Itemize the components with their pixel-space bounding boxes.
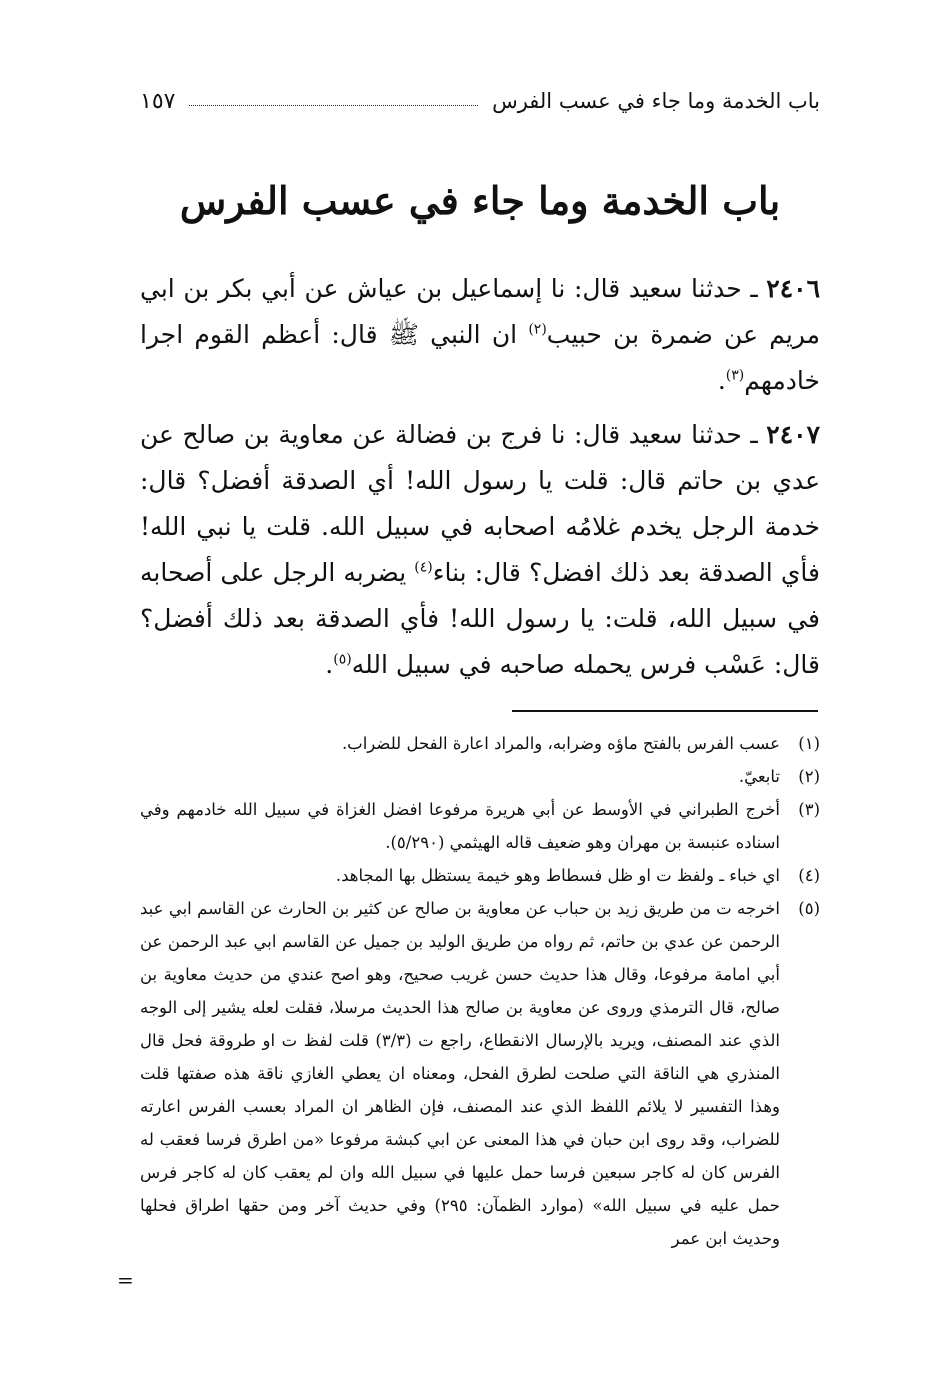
hadith-2407 — [140, 412, 820, 688]
footnote-ref: (٥) — [333, 651, 352, 668]
footnote-1 — [140, 727, 820, 760]
footnote-number: (٤) — [798, 866, 820, 885]
footnote-text: تابعيّ. — [738, 767, 780, 786]
hadith-text: ان النبي ﷺ قال: أعظم القوم اجرا خادمهم — [140, 320, 820, 395]
footnote-4 — [140, 859, 820, 892]
footnote-ref: (٤) — [414, 559, 433, 576]
footnote-number: (٣) — [798, 800, 820, 819]
hadith-text: ـ حدثنا سعيد قال: نا إسماعيل بن عياش عن أبي بكر بن ابي مريم عن ضمرة بن حبيب — [140, 274, 820, 349]
footnote-text: أخرج الطبراني في الأوسط عن أبي هريرة مرفوعا افضل الغزاة في سبيل الله خادمهم وفي اسناده عنبسة بن مهران وهو ضعيف قاله الهيثمي (٥/٢٩٠). — [140, 800, 780, 852]
chapter-title: باب الخدمة وما جاء في عسب الفرس — [179, 178, 781, 223]
footnote-number: (١) — [798, 734, 820, 753]
hadith-number: ٢٤٠٦ — [766, 274, 820, 303]
footnote-5 — [140, 892, 820, 1255]
footnote-text: اي خباء ـ ولفظ ت او ظل فسطاط وهو خيمة يستظل بها المجاهد. — [335, 866, 780, 885]
page-number: ١٥٧ — [140, 88, 176, 114]
footnote-text: عسب الفرس بالفتح ماؤه وضرابه، والمراد اعارة الفحل للضراب. — [341, 734, 780, 753]
hadith-text: ـ حدثنا سعيد قال: نا فرج بن فضالة عن معاوية بن صالح عن عدي بن حاتم قال: قلت يا رسول الله! أي الصدقة أفضل؟ قال: خدمة الرجل يخدم غلامُه اصحابه في سبيل الله. قلت يا نبي الله! فأي الصدقة بعد ذلك افضل؟ قال: بناء — [140, 420, 820, 587]
footnote-number: (٢) — [798, 767, 820, 786]
footnote-divider — [512, 710, 818, 712]
hadith-number: ٢٤٠٧ — [766, 420, 820, 449]
footnote-3 — [140, 793, 820, 859]
running-header — [140, 84, 820, 118]
footnote-ref: (٣) — [725, 367, 745, 384]
hadith-text: يضربه الرجل على أصحابه في سبيل الله، قلت: يا رسول الله! فأي الصدقة بعد ذلك أفضل؟ قال: عَسْب فرس يحمله صاحبه في سبيل الله — [140, 558, 820, 679]
dotted-leader — [189, 105, 478, 106]
hadith-text-end: . — [717, 366, 726, 395]
running-title: باب الخدمة وما جاء في عسب الفرس — [492, 89, 820, 113]
footnote-ref: (٢) — [528, 321, 547, 338]
footnote-number: (٥) — [798, 899, 820, 918]
hadith-2406 — [140, 266, 820, 404]
hadith-text-end: . — [325, 650, 334, 679]
footnote-text: اخرجه ت من طريق زيد بن حباب عن معاوية بن صالح عن كثير بن الحارث عن القاسم ابي عبد الرحمن عن عدي بن حاتم، ثم رواه من طريق الوليد بن جميل عن القاسم ابي عبد الرحمن عن أبي امامة مرفوعا، وقال هذا حديث حسن غريب صحيح، وهو اصح عندي من حديث معاوية بن صالح، قال الترمذي وروى عن معاوية بن صالح هذا الحديث مرسلا، فقلت لعله يشير إلى الوجه الذي عند المصنف، ويريد بالإرسال الانقطاع، راجع ت (٣/٣) قلت لفظ ت او طروقة فحل قال المنذري هي الناقة التي صلحت لطرق الفحل، ومعناه ان يعطي الغازي ناقة هذه صفتها قلت وهذا التفسير لا يلائم اللفظ الذي عند المصنف، فإن الظاهر ان المراد بعسب الفرس اعارته للضراب، وقد روى ابن حبان في هذا المعنى عن ابي كبشة مرفوعا «من اطرق فرسا فعقب له الفرس كان له كاجر سبعين فرسا حمل عليها في سبيل الله وان لم يعقب كان له كاجر فرس حمل عليه في سبيل الله» (موارد الظمآن: ٢٩٥) وفي حديث آخر ومن حقها اطراق فحلها وحديث ابن عمر — [140, 899, 780, 1248]
footnote-2 — [140, 760, 820, 793]
footnotes — [140, 727, 820, 1255]
continuation-mark: = — [117, 1268, 134, 1292]
